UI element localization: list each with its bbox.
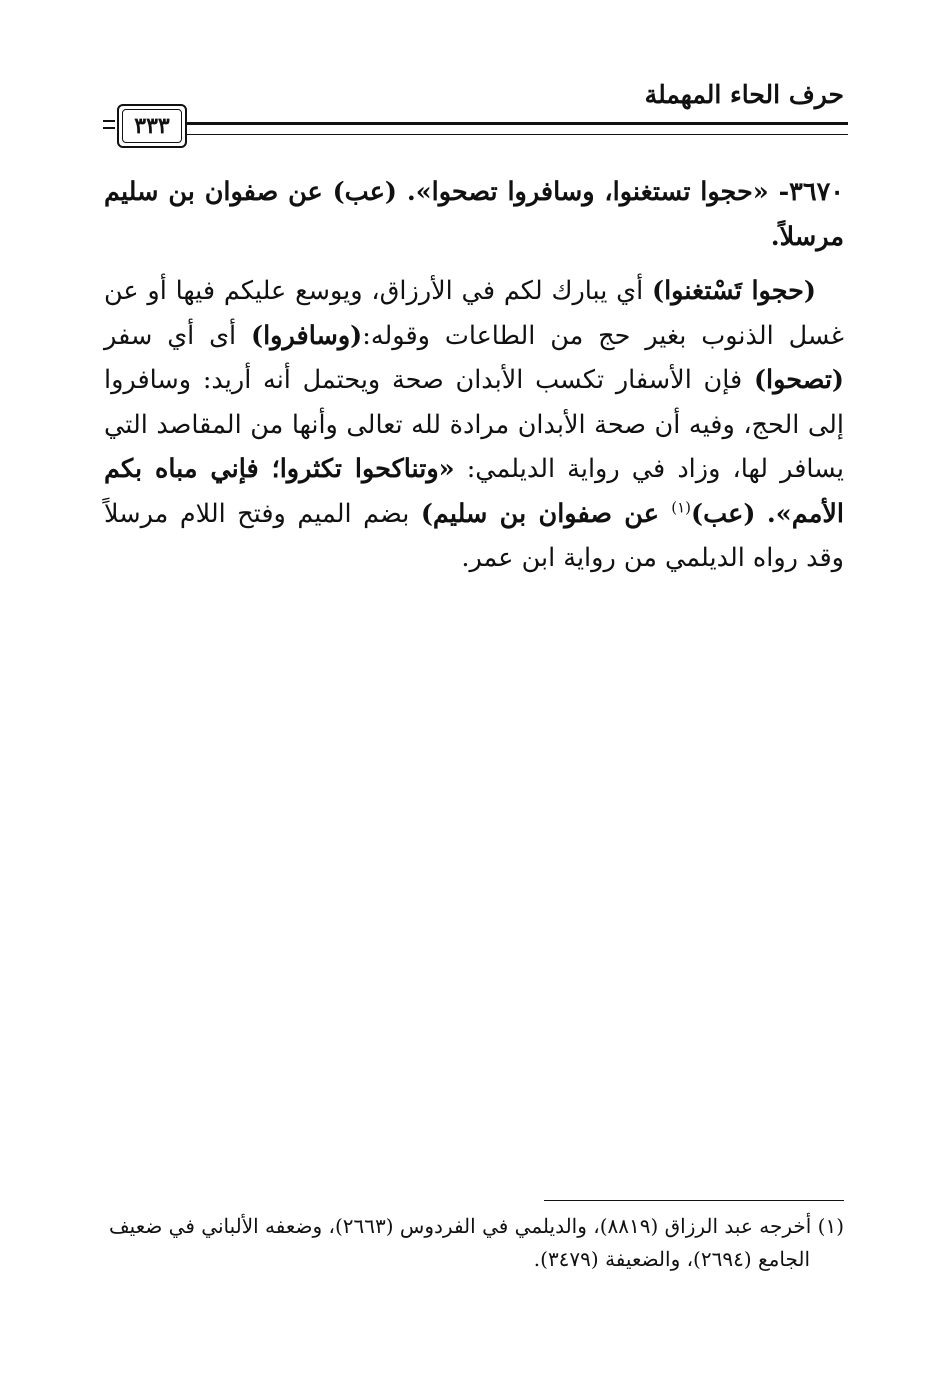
commentary-text-8 xyxy=(755,499,767,529)
commentary-bold-9: (عب) xyxy=(691,498,756,529)
commentary-bold-3: (وسافروا) xyxy=(251,320,363,351)
header-double-rule xyxy=(186,122,848,135)
footnotes xyxy=(104,1210,844,1276)
header-rule-end-mark xyxy=(103,120,115,129)
footnote-line-continued: الجامع (٢٦٩٤)، والضعيفة (٣٤٧٩). xyxy=(533,1247,810,1271)
main-text xyxy=(104,170,844,581)
commentary-bold-7: «وتناكحوا تكثروا؛ فإني مباه بكم الأمم». xyxy=(104,454,844,529)
running-title: حرف الحاء المهملة xyxy=(644,80,844,109)
source-code: (عب) xyxy=(332,177,397,207)
page-number-frame xyxy=(117,104,187,148)
footnote-separator xyxy=(544,1200,844,1201)
page-number: ٣٣٣ xyxy=(122,109,182,143)
commentary-text-11: بضم الميم وفتح اللام مرسلاً وقد رواه الديلمي من رواية ابن عمر. xyxy=(104,498,844,573)
footnote-reference: (١) xyxy=(671,498,691,516)
commentary-text-4: أى أي سفر xyxy=(104,320,251,351)
commentary-bold-5: (تصحوا) xyxy=(753,365,844,395)
commentary-text-6: فإن الأسفار تكسب الأبدان صحة ويحتمل أنه أريد: وسافروا إلى الحج، وفيه أن صحة الأبدان مرادة لله تعالى وأنها من المقاصد التي يسافر لها، وزاد في رواية الديلمي: xyxy=(104,365,844,484)
commentary-paragraph xyxy=(104,269,844,581)
commentary-text-2: أي يبارك لكم في الأرزاق، ويوسع عليكم فيها أو عن غسل الذنوب بغير حج من الطاعات وقوله: xyxy=(104,276,844,351)
attribution: عن صفوان بن سليم مرسلاً. xyxy=(104,177,844,252)
hadith-text: «حجوا تستغنوا، وسافروا تصحوا». xyxy=(406,177,769,207)
hadith-entry xyxy=(104,170,844,259)
commentary-bold-1: (حجوا تَسْتغنوا) xyxy=(652,276,816,306)
commentary-bold-10: عن صفوان بن سليم) xyxy=(420,498,672,529)
footnote-line: (١) أخرجه عبد الرزاق (٨٨١٩)، والديلمي في الفردوس (٢٦٦٣)، وضعفه الألباني في ضعيف xyxy=(108,1214,844,1238)
entry-number: ٣٦٧٠- xyxy=(778,177,844,207)
